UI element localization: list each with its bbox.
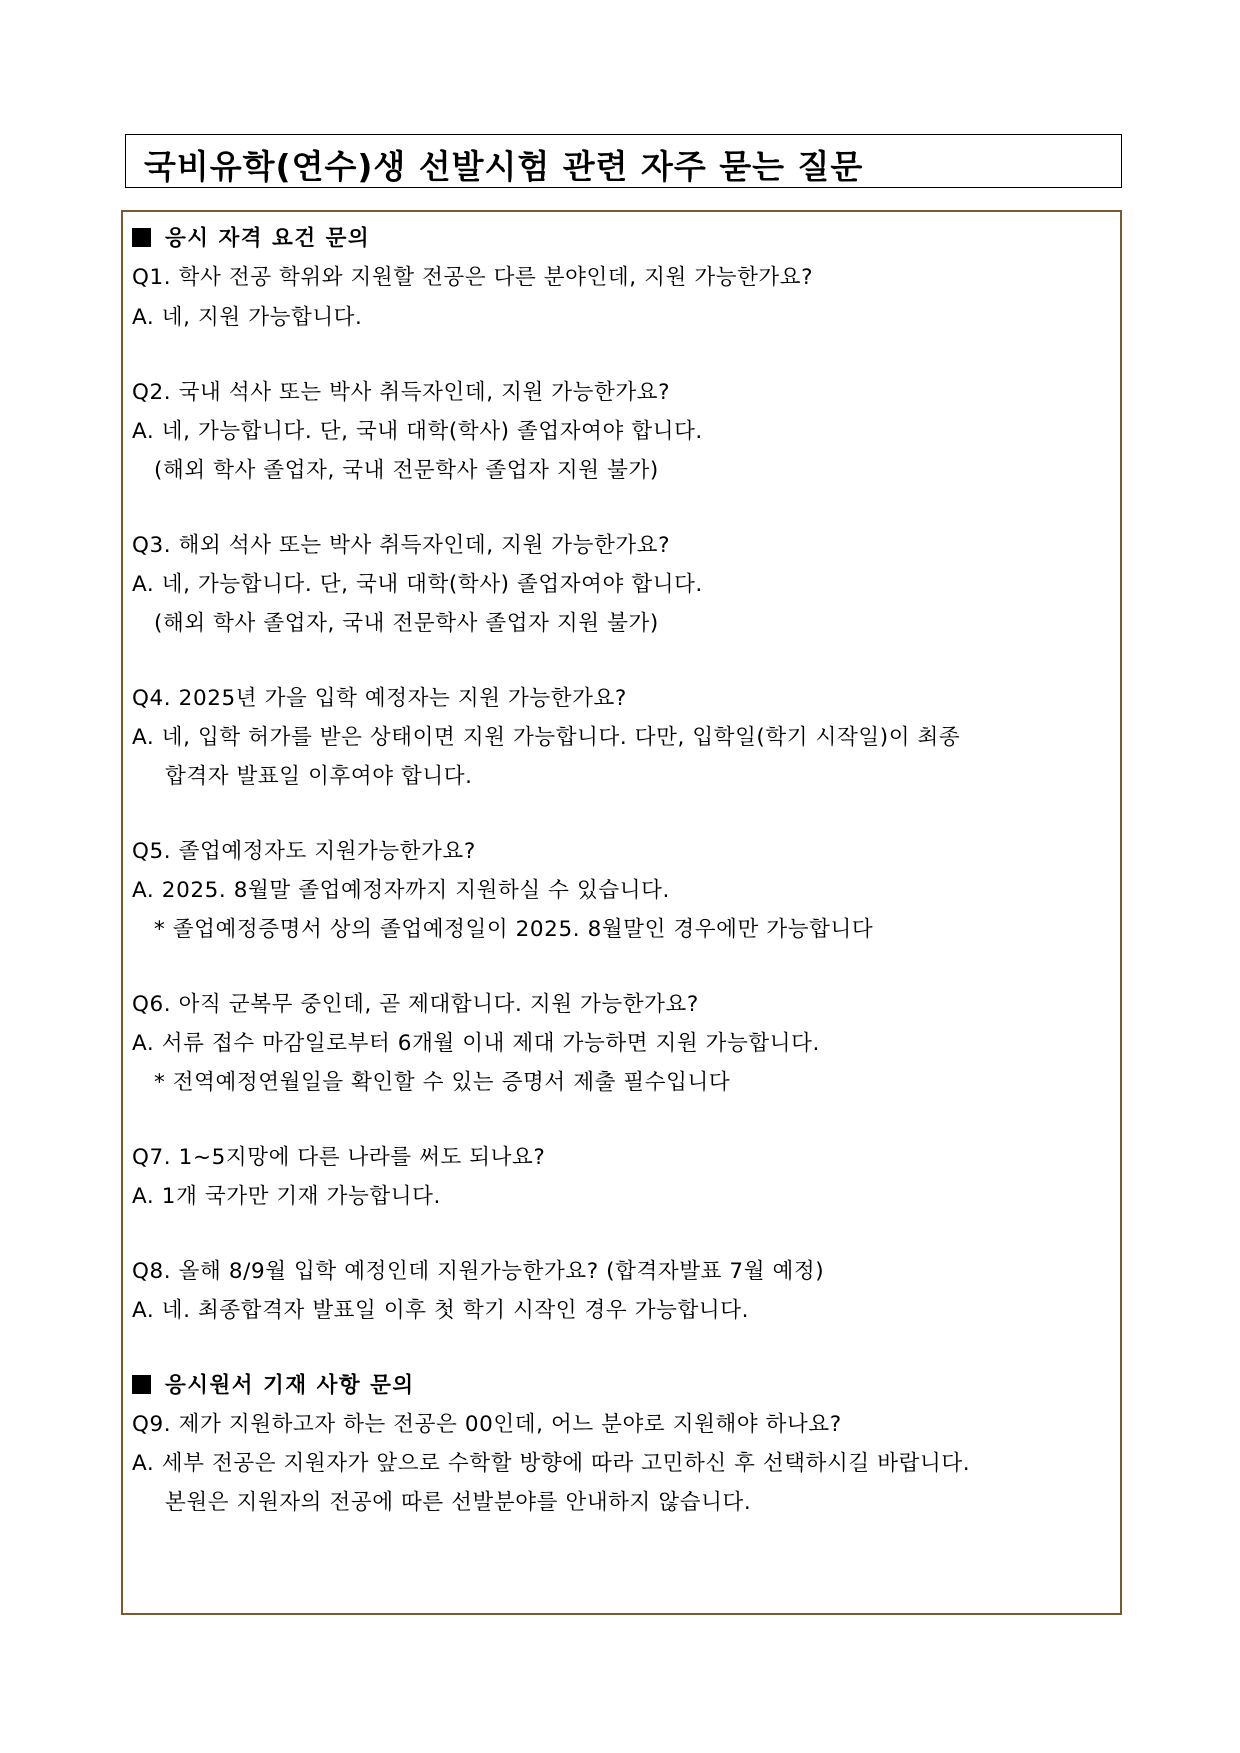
- faq-question: Q7. 1~5지망에 다른 나라를 써도 되나요?: [132, 1145, 546, 1170]
- title-box: [125, 134, 1122, 188]
- section-heading-eligibility: 응시 자격 요건 문의: [132, 225, 370, 253]
- square-bullet-icon: [132, 228, 151, 247]
- faq-answer: A. 네, 입학 허가를 받은 상태이면 지원 가능합니다. 다만, 입학일(학기 시작일)이 최종: [132, 725, 961, 750]
- faq-answer: A. 네, 가능합니다. 단, 국내 대학(학사) 졸업자여야 합니다.: [132, 572, 703, 597]
- faq-answer-continued: 합격자 발표일 이후여야 합니다.: [165, 764, 473, 789]
- faq-answer: A. 네. 최종합격자 발표일 이후 첫 학기 시작인 경우 가능합니다.: [132, 1298, 749, 1323]
- faq-answer: A. 세부 전공은 지원자가 앞으로 수학할 방향에 따라 고민하신 후 선택하시길 바랍니다.: [132, 1451, 971, 1476]
- faq-answer: A. 2025. 8월말 졸업예정자까지 지원하실 수 있습니다.: [132, 878, 670, 903]
- faq-question: Q8. 올해 8/9월 입학 예정인데 지원가능한가요? (합격자발표 7월 예정): [132, 1259, 825, 1284]
- faq-answer: A. 서류 접수 마감일로부터 6개월 이내 제대 가능하면 지원 가능합니다.: [132, 1031, 820, 1056]
- faq-note: * 졸업예정증명서 상의 졸업예정일이 2025. 8월말인 경우에만 가능합니다: [154, 917, 874, 942]
- faq-question: Q6. 아직 군복무 중인데, 곧 제대합니다. 지원 가능한가요?: [132, 992, 699, 1017]
- square-bullet-icon: [132, 1375, 151, 1394]
- faq-question: Q1. 학사 전공 학위와 지원할 전공은 다른 분야인데, 지원 가능한가요?: [132, 265, 814, 290]
- faq-note: (해외 학사 졸업자, 국내 전문학사 졸업자 지원 불가): [154, 458, 659, 483]
- section-heading-application-form: 응시원서 기재 사항 문의: [132, 1372, 415, 1400]
- faq-question: Q4. 2025년 가을 입학 예정자는 지원 가능한가요?: [132, 686, 627, 711]
- faq-note: * 전역예정연월일을 확인할 수 있는 증명서 제출 필수입니다: [154, 1070, 731, 1095]
- page-title: 국비유학(연수)생 선발시험 관련 자주 묻는 질문: [144, 147, 864, 186]
- faq-question: Q9. 제가 지원하고자 하는 전공은 00인데, 어느 분야로 지원해야 하나요?: [132, 1412, 842, 1437]
- faq-answer: A. 네, 지원 가능합니다.: [132, 305, 363, 330]
- faq-question: Q5. 졸업예정자도 지원가능한가요?: [132, 839, 476, 864]
- faq-question: Q2. 국내 석사 또는 박사 취득자인데, 지원 가능한가요?: [132, 380, 671, 405]
- faq-question: Q3. 해외 석사 또는 박사 취득자인데, 지원 가능한가요?: [132, 533, 671, 558]
- faq-note: (해외 학사 졸업자, 국내 전문학사 졸업자 지원 불가): [154, 611, 659, 636]
- faq-answer: A. 네, 가능합니다. 단, 국내 대학(학사) 졸업자여야 합니다.: [132, 419, 703, 444]
- faq-answer: A. 1개 국가만 기재 가능합니다.: [132, 1184, 441, 1209]
- faq-answer-continued: 본원은 지원자의 전공에 따른 선발분야를 안내하지 않습니다.: [165, 1490, 752, 1515]
